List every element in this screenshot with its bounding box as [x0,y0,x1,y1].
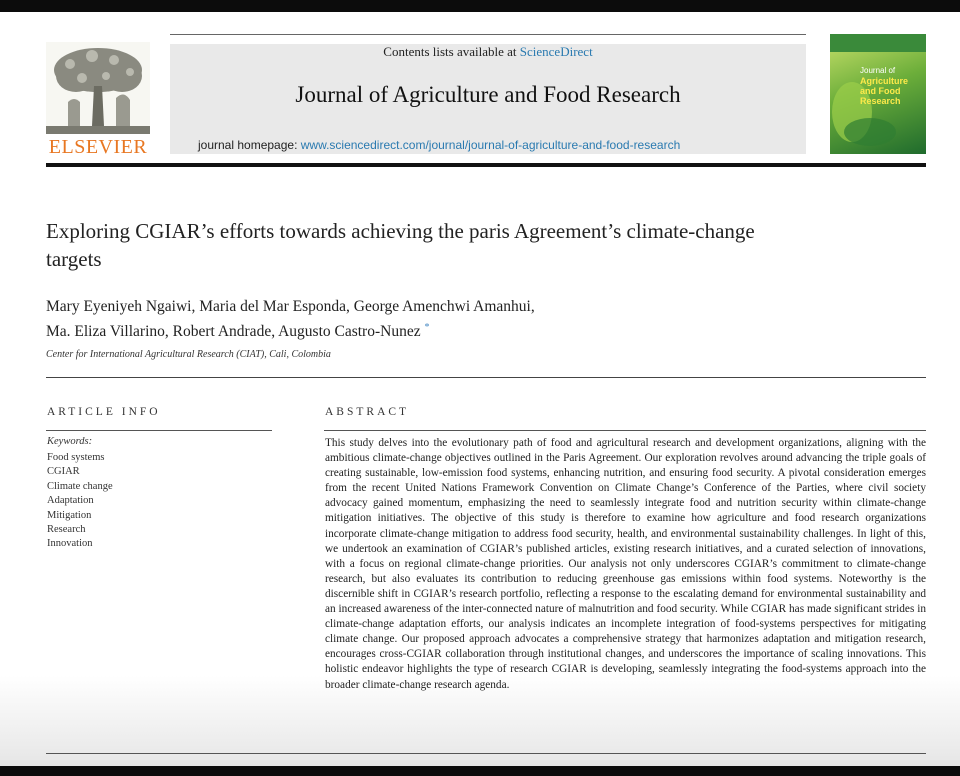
keyword-item: Research [47,524,86,536]
contents-line [170,44,806,60]
keyword-item: Adaptation [47,495,94,507]
journal-title[interactable]: Journal of Agriculture and Food Research [295,82,681,107]
abstract-text: This study delves into the evolutionary path of food and agricultural research and development organizations, aligning with the ambitious climate-change objectives outlined in the Paris Agreement. Our exploration revolves around advancing the triple goals of creating sustainable, low-emission food systems, enhancing nutrition, and ensuring food security. A pivotal consideration emerges from the recent United Nations Framework Convention on Climate Change’s Conference of the Parties, where civil society advocacy gained momentum, emphasizing the need to seamlessly integrate food and nutrition security within climate-change mitigation initiatives. The objective of this study is therefore to examine how agriculture and food research organizations incorporate climate-change mitigation to address food security, health, and environmental sustainability challenges. In light of this, we undertook an examination of CGIAR’s published articles, existing research initiatives, and a curated selection of innovations, with a focus on regional climate-change priorities. Our analysis not only underscores CGIAR’s commitment to climate-change research, but also evaluates its contribution to reducing greenhouse gas emissions within food systems. Noteworthy is the discernible shift in CGIAR’s research portfolio, reflecting a response to the escalating demand for environmental sustainability and an increased awareness of the inter-connected nature of malnutrition and food security. While CGIAR has made significant strides in climate-change adaptation efforts, our analysis indicates an incomplete integration of food-systems perspectives for mitigating climate change. Our proposed approach advocates a comprehensive strategy that harmonizes adaptation and mitigation research, encourages cross-CGIAR collaboration through institutional changes, and underscores the importance of scaling innovations. This holistic endeavor highlights the type of research CGIAR is developing, seamlessly integrating the food-systems approach into the broader climate-change research agenda. [325,437,926,691]
elsevier-logo[interactable] [46,42,150,160]
cover-line-2: Agriculture [860,76,909,86]
homepage-link[interactable]: www.sciencedirect.com/journal/journal-of-agriculture-and-food-research [300,138,681,152]
publisher-name: ELSEVIER [48,136,148,158]
affiliation: Center for International Agricultural Research (CIAT), Cali, Colombia [46,349,331,360]
article-page [0,12,960,766]
bottom-rule [46,753,926,754]
author-list [46,296,746,342]
abstract-rule [324,430,926,431]
cover-line-3: and Food [860,86,901,96]
journal-header-box [170,44,806,154]
authors-line-2 [46,317,746,342]
sciencedirect-link[interactable]: ScienceDirect [519,44,593,59]
article-info-rule [46,430,272,431]
cover-line-4: Research [860,96,901,106]
keyword-item: CGIAR [47,466,80,478]
contents-prefix: Contents lists available at [383,44,520,59]
authors-line-2-text: Ma. Eliza Villarino, Robert Andrade, Augusto Castro-Nunez [46,323,421,341]
elsevier-tree-icon [46,42,150,134]
keyword-item: Climate change [47,480,113,492]
bottom-black-bar [0,766,960,776]
journal-homepage [198,138,680,152]
keyword-item: Food systems [47,452,105,463]
keyword-item: Mitigation [47,509,92,521]
journal-cover-thumbnail[interactable] [830,34,926,154]
header-divider [46,163,926,167]
article-title: Exploring CGIAR’s efforts towards achieving the paris Agreement’s climate-change targets [46,219,755,271]
homepage-prefix: journal homepage: [198,138,301,152]
section-divider [46,377,926,378]
article-info-heading: ARTICLE INFO [47,406,161,418]
cover-title [860,66,924,106]
top-black-bar [0,0,960,12]
cover-line-1: Journal of [860,66,896,75]
keyword-list [47,451,113,552]
authors-line-1: Mary Eyeniyeh Ngaiwi, Maria del Mar Esponda, George Amenchwi Amanhui, [46,298,535,315]
abstract-heading: ABSTRACT [325,406,410,418]
header-top-rule [170,34,806,35]
corresponding-author-mark[interactable]: * [424,322,430,333]
keyword-item: Innovation [47,538,93,550]
keywords-label: Keywords: [47,436,93,447]
